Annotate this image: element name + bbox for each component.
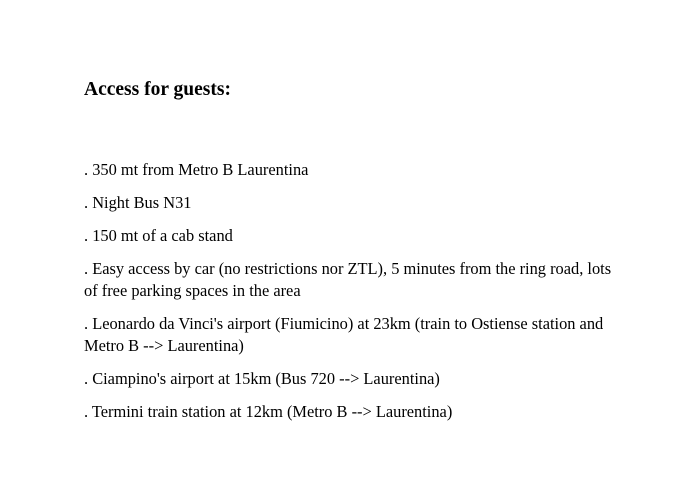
access-item-termini-station: . Termini train station at 12km (Metro B --> Laurentina) bbox=[84, 402, 453, 421]
access-item-ciampino-airport: . Ciampino's airport at 15km (Bus 720 --> Laurentina) bbox=[84, 369, 440, 388]
access-item-car: . Easy access by car (no restrictions nor ZTL), 5 minutes from the ring road, lots of free parking spaces in the area bbox=[84, 259, 612, 300]
access-item-night-bus: . Night Bus N31 bbox=[84, 193, 192, 212]
access-list bbox=[84, 159, 624, 434]
access-item-metro: . 350 mt from Metro B Laurentina bbox=[84, 160, 309, 179]
access-item-fiumicino-airport: . Leonardo da Vinci's airport (Fiumicino) at 23km (train to Ostiense station and Metro B --> Laurentina) bbox=[84, 314, 604, 355]
document-title: Access for guests: bbox=[84, 79, 231, 100]
access-item-cab-stand: . 150 mt of a cab stand bbox=[84, 226, 233, 245]
